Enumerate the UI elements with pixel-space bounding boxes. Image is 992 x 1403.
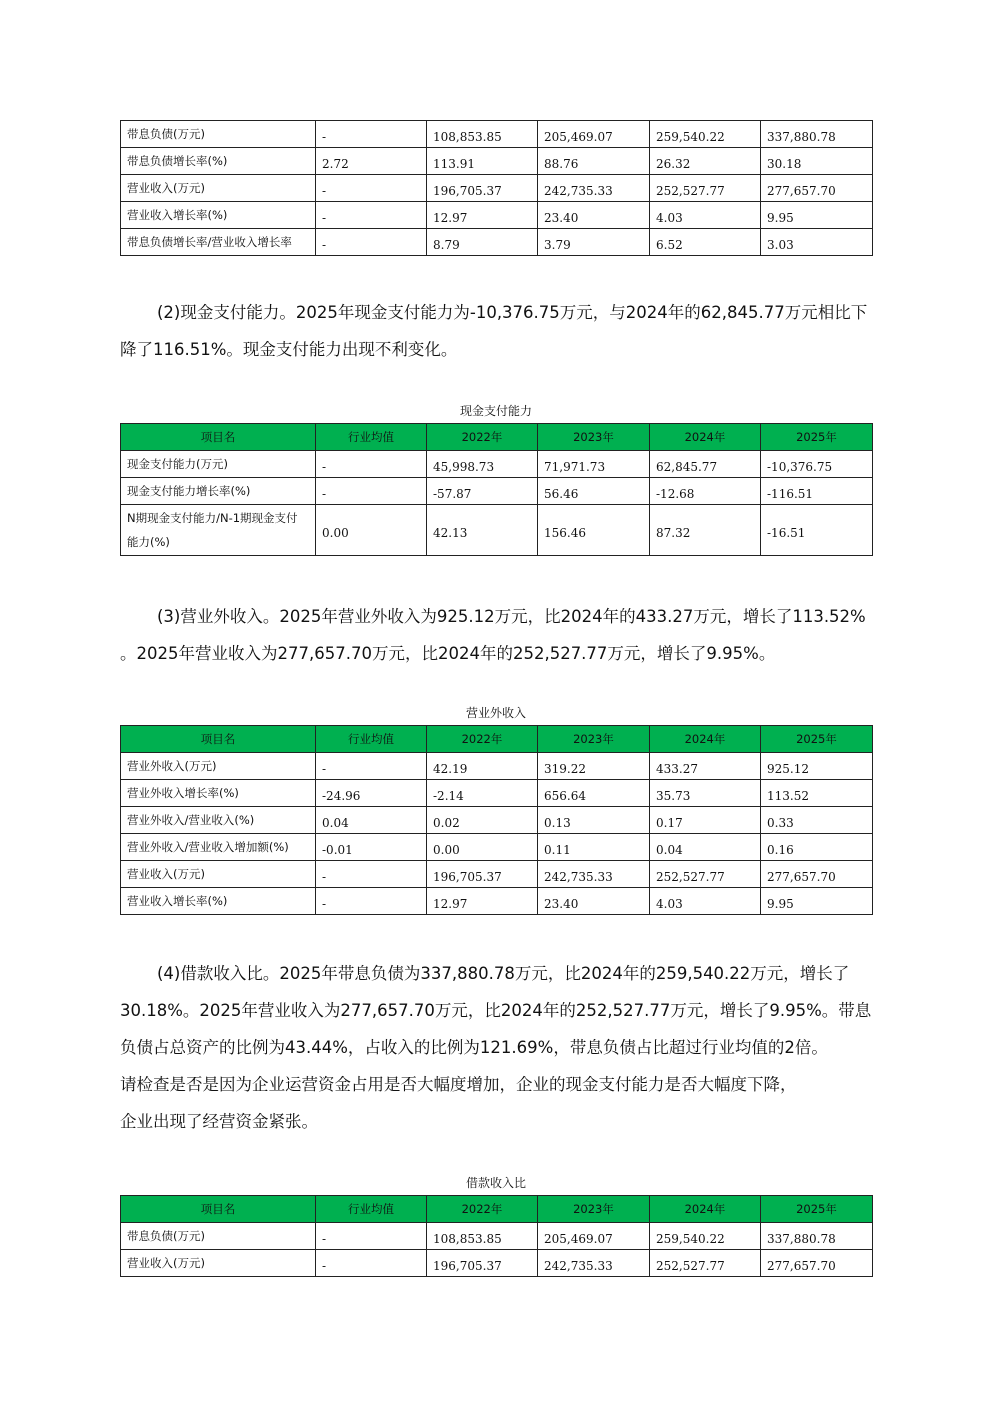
table-row (121, 753, 873, 780)
table-row (121, 202, 873, 229)
row-label: 带息负债增长率/营业收入增长率 (121, 229, 316, 256)
table-cell: 23.40 (538, 888, 650, 915)
table-cell: 319.22 (538, 753, 650, 780)
table-cell: -2.14 (427, 780, 538, 807)
table-cell: 277,657.70 (761, 175, 873, 202)
text-line: (4)借款收入比。2025年带息负债为337,880.78万元，比2024年的259,540.22万元，增长了 (157, 964, 850, 983)
table-cell: 2.72 (316, 148, 427, 175)
table-row (121, 861, 873, 888)
row-label: 营业外收入/营业收入(%) (121, 807, 316, 834)
column-header: 2022年 (427, 424, 538, 451)
table-cell: 45,998.73 (427, 451, 538, 478)
table-row (121, 888, 873, 915)
column-header: 2025年 (761, 726, 873, 753)
table-cell: -0.01 (316, 834, 427, 861)
row-label: 带息负债(万元) (121, 121, 316, 148)
row-label: 营业外收入增长率(%) (121, 780, 316, 807)
table-cell: 9.95 (761, 888, 873, 915)
table-cell: - (316, 1223, 427, 1250)
text-line: (2)现金支付能力。2025年现金支付能力为-10,376.75万元，与2024年的62,845.77万元相比下 (157, 303, 868, 322)
table-cell: 156.46 (538, 505, 650, 556)
table-cell: 108,853.85 (427, 121, 538, 148)
table-row (121, 121, 873, 148)
table-caption: 营业外收入 (465, 706, 526, 720)
table-cell: 252,527.77 (650, 175, 761, 202)
row-label: 营业收入(万元) (121, 861, 316, 888)
row-label: 现金支付能力增长率(%) (121, 478, 316, 505)
column-header: 项目名 (121, 424, 316, 451)
text-line: 负债占总资产的比例为43.44%，占收入的比例为121.69%，带息负债占比超过行业均值的2倍。 (120, 1038, 828, 1057)
table-cell: -24.96 (316, 780, 427, 807)
table-cell: 71,971.73 (538, 451, 650, 478)
table-non-operating-income (120, 725, 872, 915)
table-cell: 12.97 (427, 888, 538, 915)
table-cell: 26.32 (650, 148, 761, 175)
column-header: 行业均值 (316, 1196, 427, 1223)
table-cell: 242,735.33 (538, 175, 650, 202)
table-cell: - (316, 861, 427, 888)
table-loan-income-ratio (120, 1195, 872, 1277)
table-cell: 925.12 (761, 753, 873, 780)
table-caption: 现金支付能力 (459, 404, 532, 418)
table-cell: 0.04 (316, 807, 427, 834)
table-cell: 205,469.07 (538, 1223, 650, 1250)
table-cell: 88.76 (538, 148, 650, 175)
table-cell: 4.03 (650, 202, 761, 229)
table-cell: -57.87 (427, 478, 538, 505)
table-row (121, 451, 873, 478)
table-row (121, 1250, 873, 1277)
table-row (121, 834, 873, 861)
column-header: 项目名 (121, 1196, 316, 1223)
table-cell: 0.02 (427, 807, 538, 834)
table-cell: 9.95 (761, 202, 873, 229)
table-cell: 0.16 (761, 834, 873, 861)
row-label: 营业收入增长率(%) (121, 202, 316, 229)
table-cell: 242,735.33 (538, 1250, 650, 1277)
text-line: 。2025年营业收入为277,657.70万元，比2024年的252,527.77万元，增长了9.95%。 (120, 644, 776, 663)
column-header: 2022年 (427, 726, 538, 753)
table-cell: 0.00 (427, 834, 538, 861)
table-cell: 108,853.85 (427, 1223, 538, 1250)
column-header: 行业均值 (316, 424, 427, 451)
table-cell: 277,657.70 (761, 861, 873, 888)
table-cell: 113.91 (427, 148, 538, 175)
table-cell: 433.27 (650, 753, 761, 780)
paragraph-non-operating-income (120, 598, 880, 672)
data-table (120, 1195, 873, 1277)
column-header: 2023年 (538, 726, 650, 753)
row-label: 营业外收入(万元) (121, 753, 316, 780)
column-header: 2023年 (538, 1196, 650, 1223)
row-label: 带息负债(万元) (121, 1223, 316, 1250)
table-cell: 87.32 (650, 505, 761, 556)
table-cell: - (316, 121, 427, 148)
table-row (121, 175, 873, 202)
table-cell: 196,705.37 (427, 861, 538, 888)
table-cell: 35.73 (650, 780, 761, 807)
row-label: 带息负债增长率(%) (121, 148, 316, 175)
table-cell: -16.51 (761, 505, 873, 556)
table-cell: 0.00 (316, 505, 427, 556)
table-cell: 205,469.07 (538, 121, 650, 148)
row-label: 营业收入(万元) (121, 1250, 316, 1277)
table-row (121, 1223, 873, 1250)
table-cell: 259,540.22 (650, 1223, 761, 1250)
table-cash-payment (120, 423, 872, 556)
text-line: 请检查是否是因为企业运营资金占用是否大幅度增加，企业的现金支付能力是否大幅度下降， (120, 1075, 797, 1094)
text-line: 企业出现了经营资金紧张。 (120, 1112, 318, 1131)
column-header: 2025年 (761, 424, 873, 451)
table-caption: 借款收入比 (465, 1176, 526, 1190)
table-cell: 3.79 (538, 229, 650, 256)
table-cell: 42.13 (427, 505, 538, 556)
table-cell: 277,657.70 (761, 1250, 873, 1277)
table-cell: 252,527.77 (650, 1250, 761, 1277)
table-cell: 0.04 (650, 834, 761, 861)
table-cell: - (316, 175, 427, 202)
table-cell: 0.33 (761, 807, 873, 834)
row-label: N期现金支付能力/N-1期现金支付能力(%) (121, 505, 316, 556)
table-row (121, 148, 873, 175)
table-cell: 0.17 (650, 807, 761, 834)
table-cell: -12.68 (650, 478, 761, 505)
row-label: 现金支付能力(万元) (121, 451, 316, 478)
table-cell: 259,540.22 (650, 121, 761, 148)
table-cell: -116.51 (761, 478, 873, 505)
column-header: 2023年 (538, 424, 650, 451)
data-table (120, 725, 873, 915)
paragraph-loan-income-ratio (120, 955, 880, 1140)
text-line: (3)营业外收入。2025年营业外收入为925.12万元，比2024年的433.27万元，增长了113.52% (157, 607, 866, 626)
table-cell: 196,705.37 (427, 1250, 538, 1277)
table-cell: 3.03 (761, 229, 873, 256)
table-cell: 23.40 (538, 202, 650, 229)
table-cell: - (316, 1250, 427, 1277)
table-cell: -10,376.75 (761, 451, 873, 478)
table-row (121, 807, 873, 834)
table-cell: - (316, 478, 427, 505)
column-header: 2024年 (650, 726, 761, 753)
table-cell: 656.64 (538, 780, 650, 807)
paragraph-cash-payment (120, 294, 880, 368)
data-table (120, 120, 873, 256)
table-cell: - (316, 451, 427, 478)
table-cell: - (316, 753, 427, 780)
table-row (121, 478, 873, 505)
table-row (121, 780, 873, 807)
table-cell: - (316, 229, 427, 256)
table-cell: 337,880.78 (761, 1223, 873, 1250)
table-cell: 4.03 (650, 888, 761, 915)
table-cell: - (316, 202, 427, 229)
table-cell: - (316, 888, 427, 915)
table-interest-debt-continued (120, 120, 872, 256)
column-header: 2025年 (761, 1196, 873, 1223)
table-cell: 12.97 (427, 202, 538, 229)
text-line: 30.18%。2025年营业收入为277,657.70万元，比2024年的252,527.77万元，增长了9.95%。带息 (120, 1001, 872, 1020)
row-label: 营业外收入/营业收入增加额(%) (121, 834, 316, 861)
column-header: 2022年 (427, 1196, 538, 1223)
table-row (121, 229, 873, 256)
table-cell: 337,880.78 (761, 121, 873, 148)
table-cell: 252,527.77 (650, 861, 761, 888)
column-header: 行业均值 (316, 726, 427, 753)
table-cell: 62,845.77 (650, 451, 761, 478)
table-cell: 6.52 (650, 229, 761, 256)
table-cell: 113.52 (761, 780, 873, 807)
column-header: 2024年 (650, 1196, 761, 1223)
table-cell: 0.13 (538, 807, 650, 834)
table-cell: 0.11 (538, 834, 650, 861)
row-label: 营业收入(万元) (121, 175, 316, 202)
table-cell: 42.19 (427, 753, 538, 780)
table-cell: 8.79 (427, 229, 538, 256)
table-row (121, 505, 873, 556)
data-table (120, 423, 873, 556)
column-header: 2024年 (650, 424, 761, 451)
table-cell: 56.46 (538, 478, 650, 505)
table-cell: 242,735.33 (538, 861, 650, 888)
row-label: 营业收入增长率(%) (121, 888, 316, 915)
text-line: 降了116.51%。现金支付能力出现不利变化。 (120, 340, 458, 359)
column-header: 项目名 (121, 726, 316, 753)
table-cell: 196,705.37 (427, 175, 538, 202)
table-cell: 30.18 (761, 148, 873, 175)
